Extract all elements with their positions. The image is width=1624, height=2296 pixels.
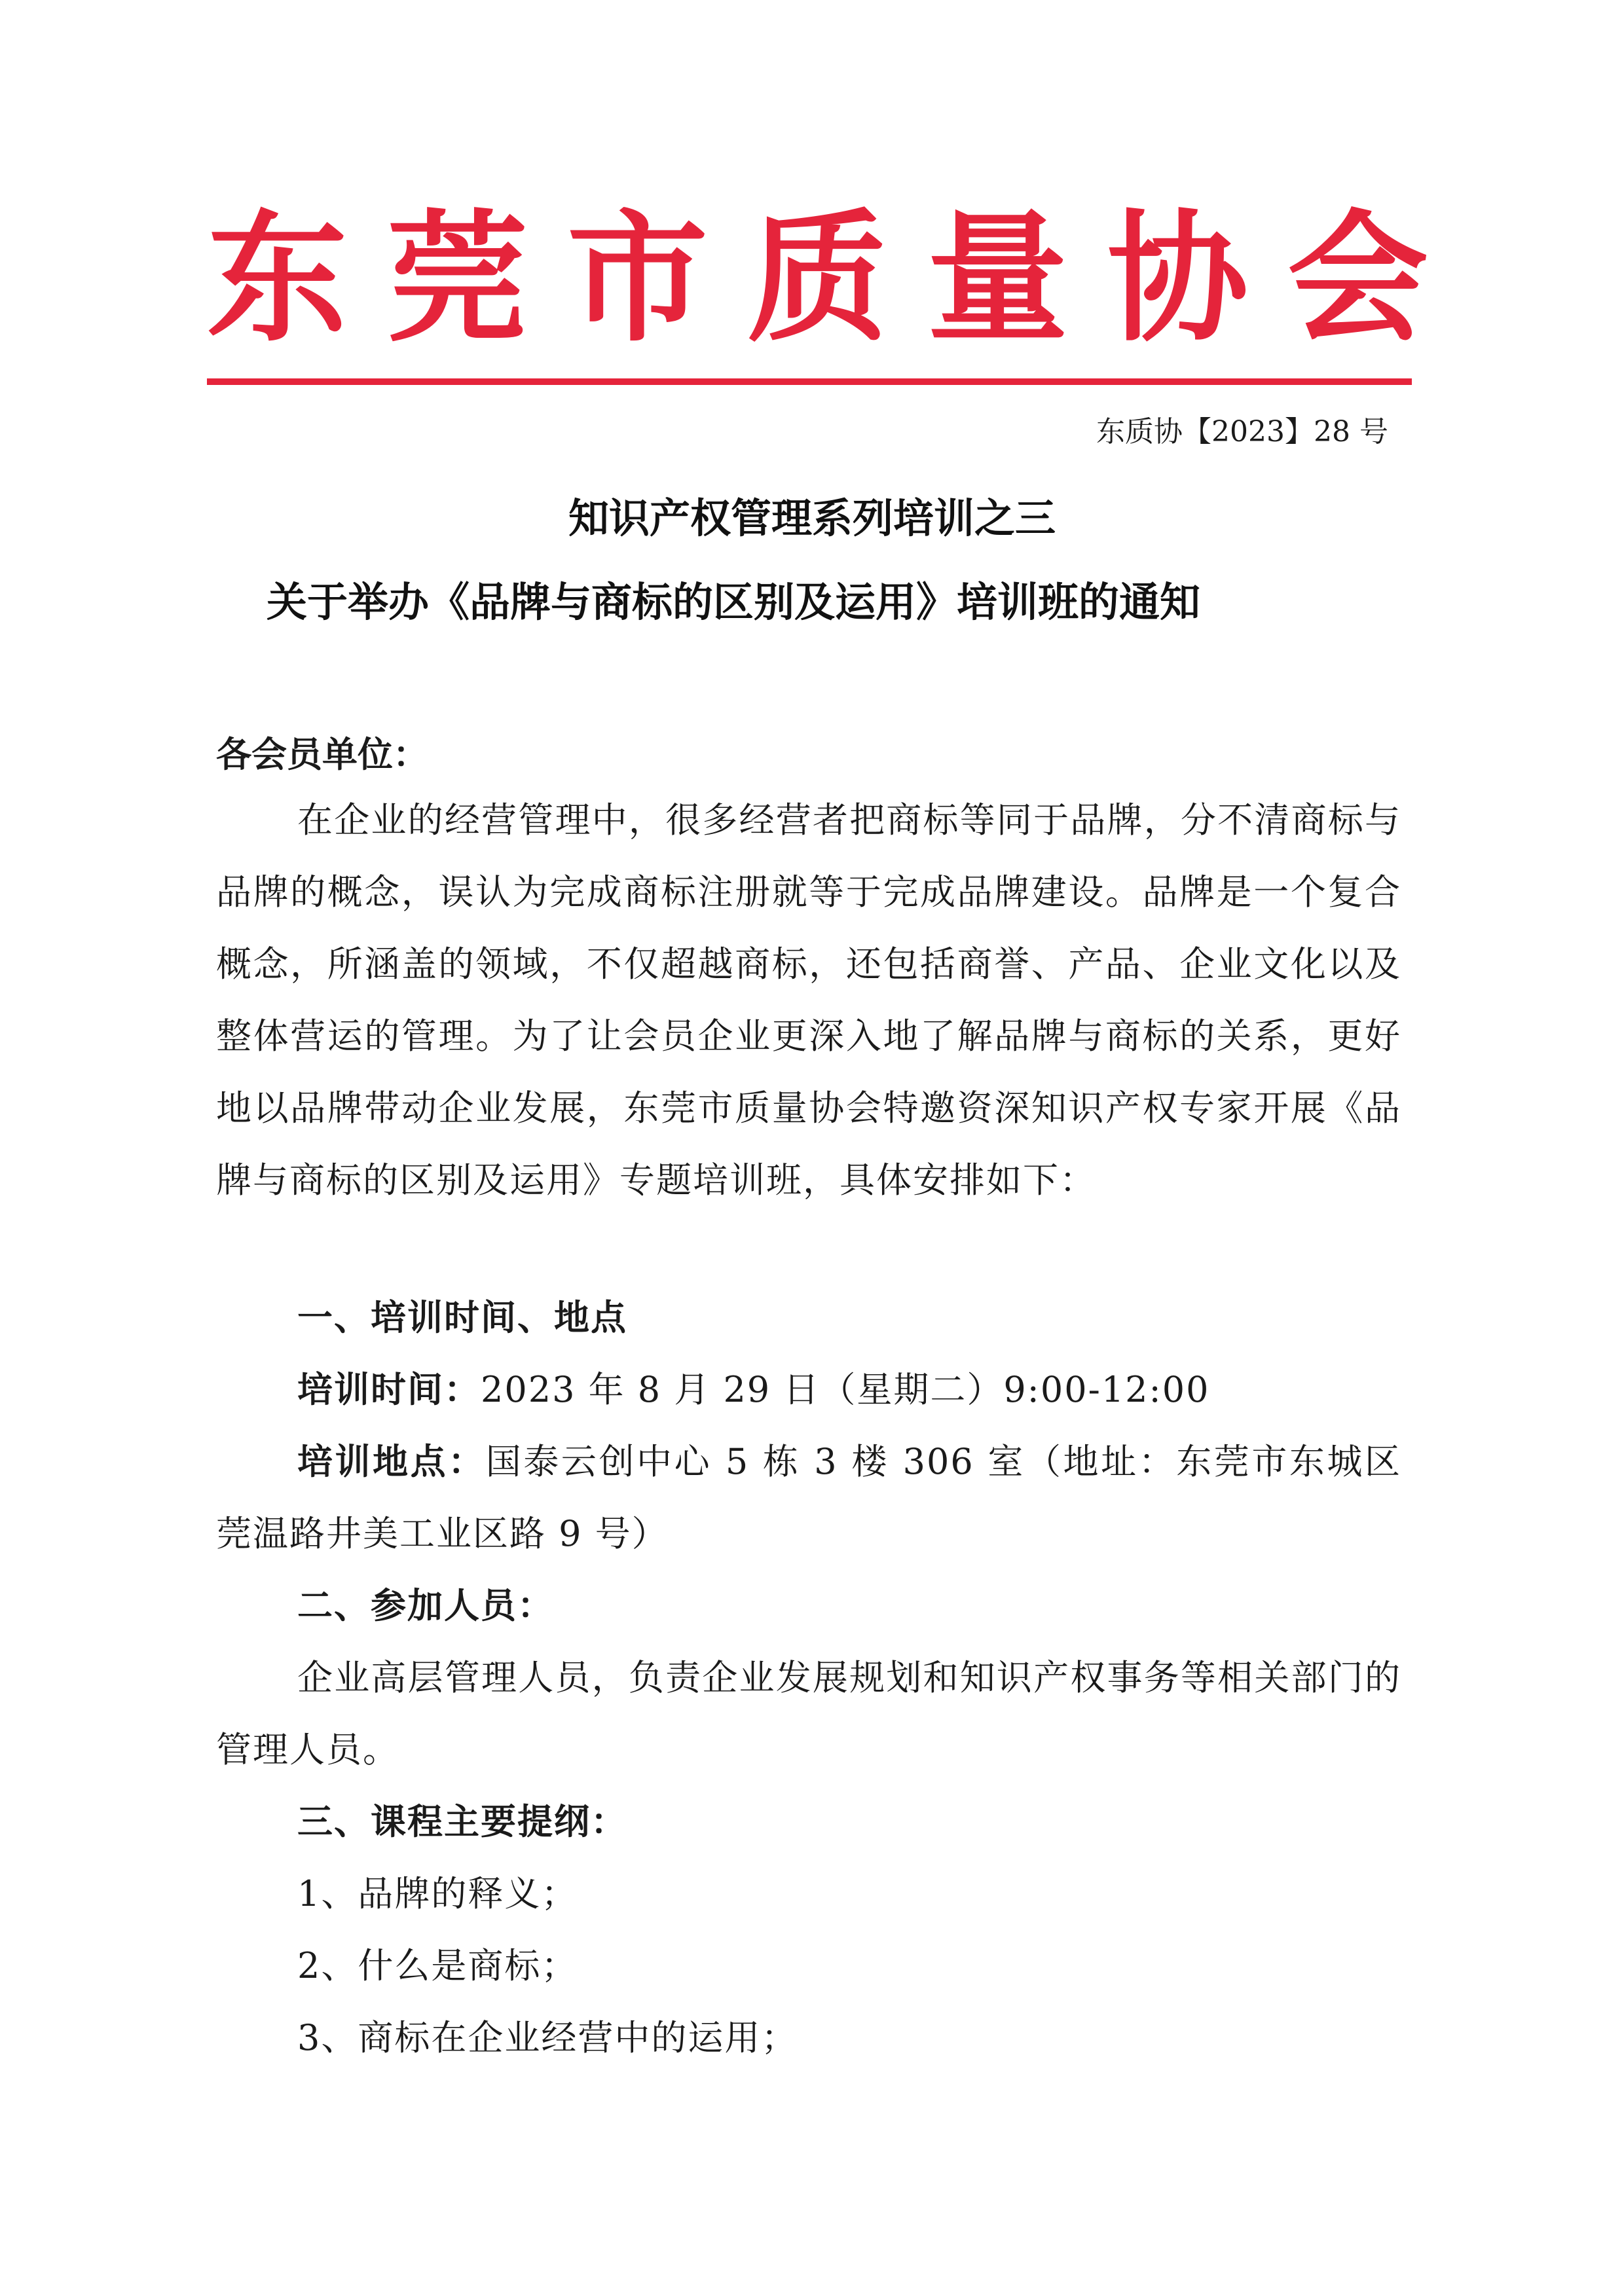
document-number: 东质协【2023】28 号 xyxy=(1096,415,1388,448)
outline-item: 1、品牌的释义； xyxy=(297,1873,578,1914)
training-place xyxy=(216,1426,1401,1570)
section-3-heading: 三、课程主要提纲： xyxy=(297,1801,627,1842)
attendees-paragraph: 企业高层管理人员，负责企业发展规划和知识产权事务等相关部门的管理人员。 xyxy=(216,1657,1401,1770)
training-time xyxy=(297,1354,1209,1426)
salutation: 各会员单位： xyxy=(216,734,428,775)
training-place-label: 培训地点： xyxy=(297,1441,486,1482)
training-time-label: 培训时间： xyxy=(297,1369,481,1410)
masthead-organization-name: 东莞市质量协会 xyxy=(207,195,1467,361)
outline-item: 2、什么是商标； xyxy=(297,1945,578,1986)
section-1-heading: 一、培训时间、地点 xyxy=(297,1297,627,1338)
training-place-value: 国泰云创中心 5 栋 3 楼 306 室（地址：东莞市东城区莞温路井美工业区路 9 号） xyxy=(216,1441,1401,1554)
intro-paragraph: 在企业的经营管理中，很多经营者把商标等同于品牌，分不清商标与品牌的概念，误认为完成商标注册就等于完成品牌建设。品牌是一个复合概念，所涵盖的领域，不仅超越商标，还包括商誉、产品、企业文化以及整体营运的管理。为了让会员企业更深入地了解品牌与商标的关系，更好地以品牌带动企业发展，东莞市质量协会特邀资深知识产权专家开展《品牌与商标的区别及运用》专题培训班，具体安排如下： xyxy=(216,799,1401,1201)
section-2-heading: 二、参加人员： xyxy=(297,1585,554,1626)
document-title-line-1: 知识产权管理系列培训之三 xyxy=(568,494,1056,542)
training-time-value: 2023 年 8 月 29 日（星期二）9:00-12:00 xyxy=(481,1369,1210,1410)
masthead-red-rule xyxy=(207,378,1412,385)
document-title-line-2: 关于举办《品牌与商标的区别及运用》培训班的通知 xyxy=(266,578,1200,626)
outline-item: 3、商标在企业经营中的运用； xyxy=(297,2017,798,2058)
